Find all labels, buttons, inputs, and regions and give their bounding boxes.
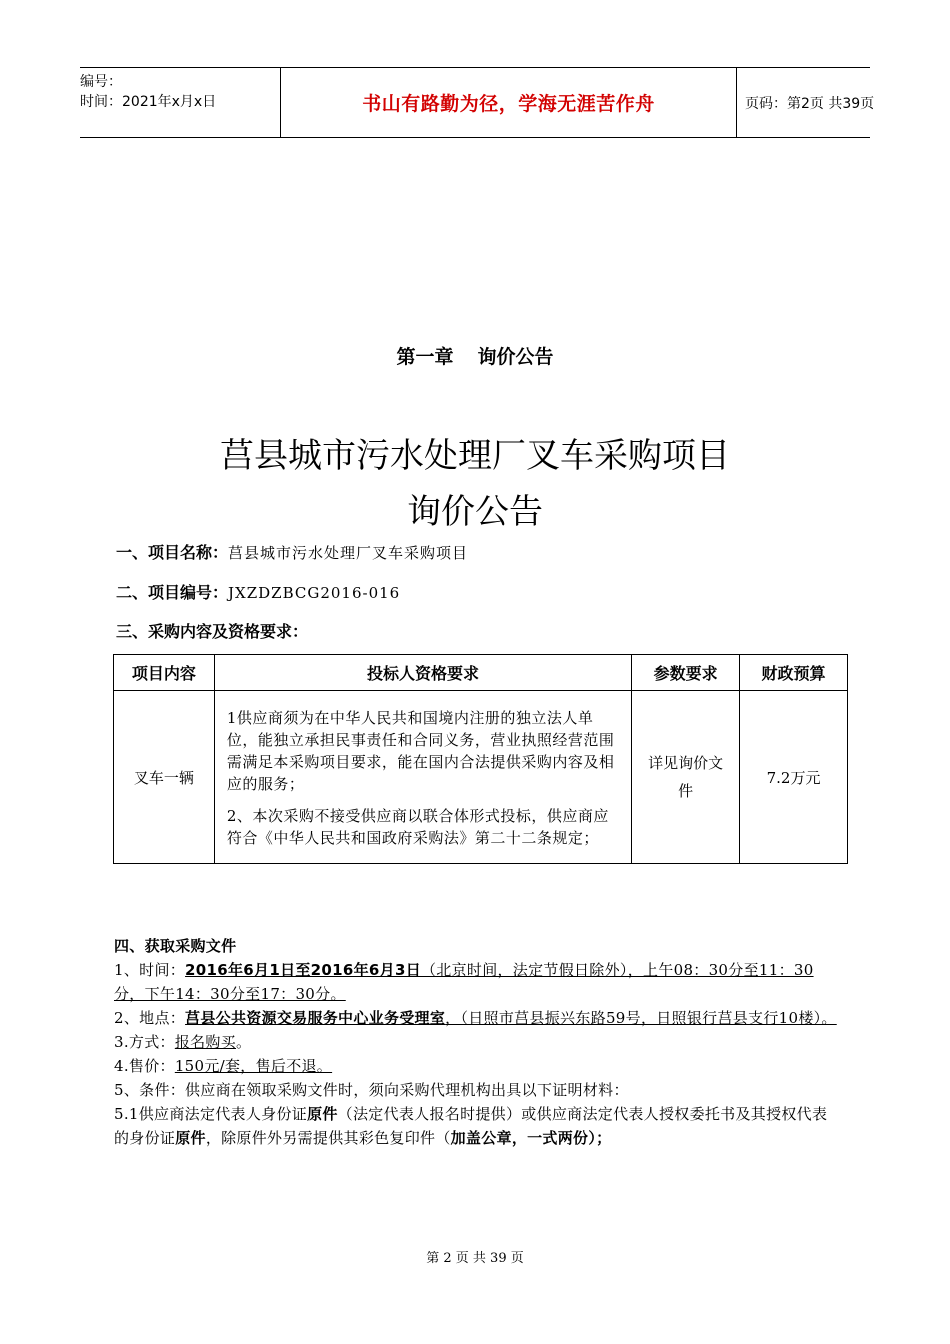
page-header	[80, 67, 875, 138]
c51-seal-note: 加盖公章，一式两份）；	[450, 1129, 612, 1147]
project-name-value: 莒县城市污水处理厂叉车采购项目	[228, 544, 469, 562]
project-number-value: JXZDZBCG2016-016	[228, 584, 401, 602]
number-label: 编号：	[80, 74, 122, 90]
col-header-requirements: 投标人资格要求	[214, 655, 631, 691]
table-header-row	[114, 655, 848, 691]
cell-requirements	[214, 691, 631, 864]
c51-text-c: （法定代表人报名时提供）或供应商法定代表人授权委托书及其授权代表的身份证	[114, 1105, 828, 1147]
procurement-heading	[116, 619, 308, 642]
place-paragraph	[114, 1006, 839, 1030]
method-prefix: 3.方式：	[114, 1033, 175, 1051]
project-number-label: 二、项目编号：	[116, 583, 229, 602]
section4	[114, 934, 839, 1150]
header-motto: 书山有路勤为径，学海无涯苦作舟	[280, 68, 737, 137]
method-end: 。	[236, 1033, 252, 1051]
cell-params: 详见询价文件	[632, 691, 740, 864]
c51-text-a: 5.1供应商法定代表人身份证	[114, 1105, 308, 1123]
requirement-2: 2、本次采购不接受供应商以联合体形式投标，供应商应符合《中华人民共和国政府采购法》第二十二条规定；	[226, 807, 609, 847]
chapter-number: 第一章	[396, 346, 454, 368]
chapter-heading	[0, 342, 950, 369]
header-meta	[80, 68, 280, 137]
header-page-info: 页码：第2页 共39页	[745, 95, 875, 112]
project-name-line	[116, 540, 468, 563]
time-paragraph	[114, 958, 839, 1006]
price-value: 150元/套，售后不退。	[174, 1057, 333, 1075]
time-hours: （北京时间，法定节假日除外），上午08：30分至11：30分，下午14：30分至17：30分。	[114, 961, 814, 1003]
cell-budget: 7.2万元	[740, 691, 848, 864]
price-prefix: 4.售价：	[114, 1057, 175, 1075]
method-paragraph	[114, 1030, 839, 1054]
place-name: 莒县公共资源交易服务中心业务受理室	[185, 1009, 446, 1027]
time-prefix: 1、时间：	[114, 961, 186, 979]
time-dates: 2016年6月1日至2016年6月3日	[185, 961, 421, 979]
time-label: 时间：2021年x月x日	[80, 94, 217, 110]
project-name-label: 一、项目名称：	[116, 543, 229, 562]
col-header-item: 项目内容	[114, 655, 215, 691]
document-title-line1: 莒县城市污水处理厂叉车采购项目	[220, 436, 730, 476]
condition-paragraph: 5、条件：供应商在领取采购文件时，须向采购代理机构出具以下证明材料：	[114, 1081, 629, 1099]
cell-item: 叉车一辆	[114, 691, 215, 864]
requirements-table	[113, 654, 848, 864]
table-row	[114, 691, 848, 864]
condition-5-1	[114, 1102, 839, 1150]
document-title-line2: 询价公告	[407, 492, 543, 532]
c51-original-2: 原件	[175, 1129, 206, 1147]
requirement-1: 1供应商须为在中华人民共和国境内注册的独立法人单位，能独立承担民事责任和合同义务，营业执照经营范围需满足本采购项目要求，能在国内合法提供采购内容及相应的服务；	[226, 709, 615, 793]
method-value: 报名购买	[174, 1033, 237, 1051]
c51-original-1: 原件	[307, 1105, 338, 1123]
procurement-heading-label: 三、采购内容及资格要求：	[116, 622, 309, 641]
place-address: ，（日照市莒县振兴东路59号，日照银行莒县支行10楼）。	[445, 1009, 837, 1027]
chapter-title: 询价公告	[477, 346, 554, 368]
project-number-line	[116, 580, 400, 603]
page-footer: 第 2 页 共 39 页	[426, 1251, 524, 1266]
c51-text-e: ，除原件外另需提供其彩色复印件（	[205, 1129, 451, 1147]
col-header-params: 参数要求	[632, 655, 740, 691]
section4-heading: 四、获取采购文件	[114, 937, 237, 955]
col-header-budget: 财政预算	[740, 655, 848, 691]
price-paragraph	[114, 1054, 839, 1078]
place-prefix: 2、地点：	[114, 1009, 186, 1027]
